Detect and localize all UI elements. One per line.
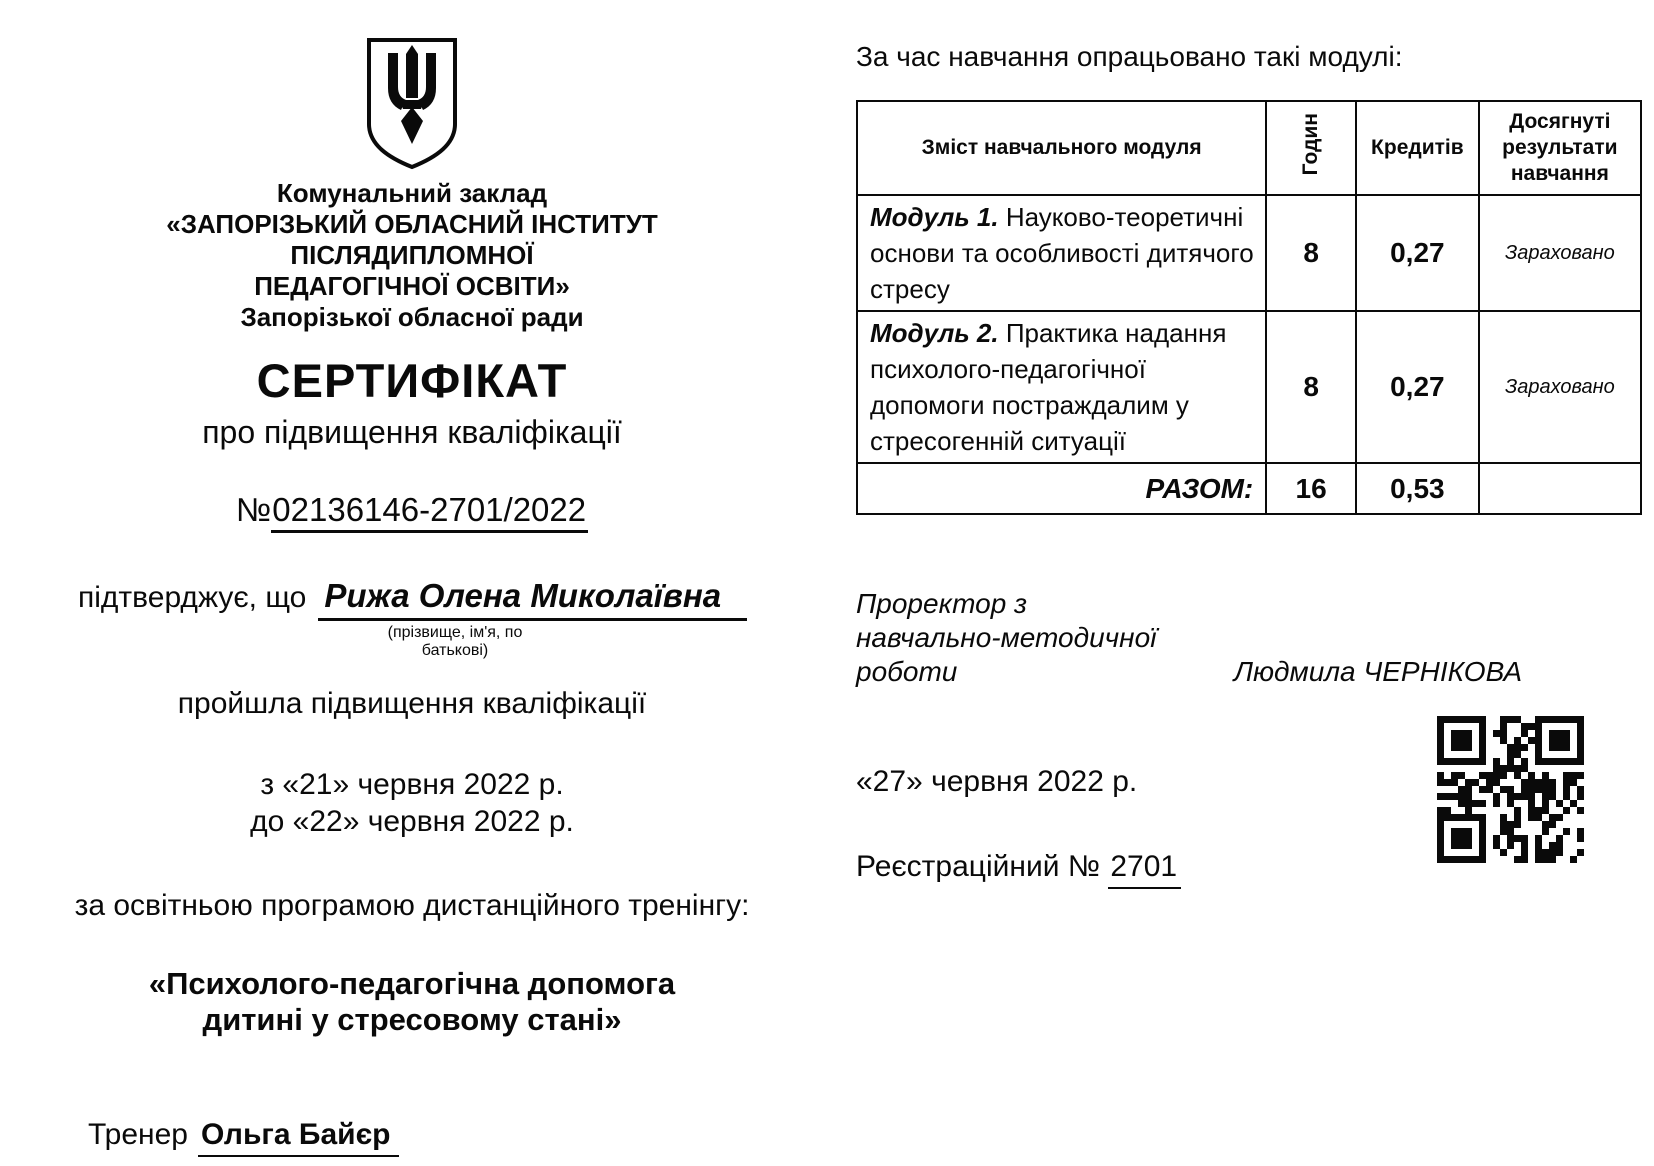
table-total-row: [857, 463, 1641, 514]
certificate-left-panel: [62, 0, 762, 1157]
total-result-empty: [1479, 463, 1641, 514]
date-from: з «21» червня 2022 р.: [260, 768, 564, 801]
column-header-credits: Кредитів: [1356, 101, 1479, 195]
total-credits: 0,53: [1356, 463, 1479, 514]
signature-block: [856, 587, 1642, 689]
module-2-credits: 0,27: [1356, 311, 1479, 463]
registration-number: 2701: [1108, 848, 1181, 889]
module-2-hours: 8: [1266, 311, 1356, 463]
table-row: [857, 195, 1641, 311]
column-header-hours: Годин: [1266, 101, 1356, 195]
signer-position: Проректор з навчально-методичної роботи: [856, 588, 1157, 687]
column-header-content: Зміст навчального модуля: [857, 101, 1266, 195]
trainer-name: Ольга Байєр: [198, 1118, 399, 1157]
modules-heading: За час навчання опрацьовано такі модулі:: [856, 41, 1403, 72]
registration-label: Реєстраційний №: [856, 850, 1109, 883]
module-2-content: Модуль 2. Практика надання психолого-педагогічної допомоги постраждалим у стресогенній ситуації: [857, 311, 1266, 463]
module-1-credits: 0,27: [1356, 195, 1479, 311]
org-council: Запорізької обласної ради: [240, 302, 584, 332]
trainer-line: [62, 1118, 762, 1157]
name-caption: (прізвище, ім'я, по батькові): [387, 624, 523, 659]
org-type: Комунальний заклад: [276, 178, 548, 208]
column-header-results: Досягнуті результати навчання: [1479, 101, 1641, 195]
trainer-label: Тренер: [88, 1118, 188, 1151]
certificate-subtitle: про підвищення кваліфікації: [202, 414, 622, 450]
date-to: до «22» червня 2022 р.: [250, 805, 574, 838]
confirmation-line: [62, 577, 762, 621]
number-sign: №: [235, 491, 272, 528]
certificate-title: СЕРТИФІКАТ: [256, 354, 568, 407]
certificate-number: [62, 491, 762, 533]
organization-name: [62, 178, 762, 333]
total-hours: 16: [1266, 463, 1356, 514]
table-row: [857, 311, 1641, 463]
module-1-content: Модуль 1. Науково-теоретичні основи та особливості дитячого стресу: [857, 195, 1266, 311]
module-1-hours: 8: [1266, 195, 1356, 311]
certificate-number-value: 02136146-2701/2022: [271, 491, 588, 533]
qr-code-image: [1437, 716, 1584, 863]
total-label: РАЗОМ:: [857, 463, 1266, 514]
modules-table: [856, 100, 1642, 515]
program-label: за освітньою програмою дистанційного тренінгу:: [74, 889, 750, 922]
completed-line: пройшла підвищення кваліфікації: [177, 687, 647, 720]
issue-date: «27» червня 2022 р.: [856, 765, 1138, 798]
program-title: «Психолого-педагогічна допомога дитині у стресовому стані»: [148, 966, 676, 1037]
person-name: Рижа Олена Миколаївна: [318, 577, 747, 621]
module-1-result: Зараховано: [1479, 195, 1641, 311]
ukraine-trident-emblem-icon: [362, 36, 462, 172]
signer-name: Людмила ЧЕРНІКОВА: [1233, 656, 1522, 687]
qr-code: [1437, 716, 1584, 863]
table-header-row: [857, 101, 1641, 195]
org-title-line1: «ЗАПОРІЗЬКИЙ ОБЛАСНИЙ ІНСТИТУТ ПІСЛЯДИПЛОМНОЇ: [166, 209, 658, 270]
org-title-line2: ПЕДАГОГІЧНОЇ ОСВІТИ»: [254, 271, 570, 301]
confirm-label: підтверджує, що: [78, 581, 307, 614]
module-2-result: Зараховано: [1479, 311, 1641, 463]
training-dates: [62, 766, 762, 840]
